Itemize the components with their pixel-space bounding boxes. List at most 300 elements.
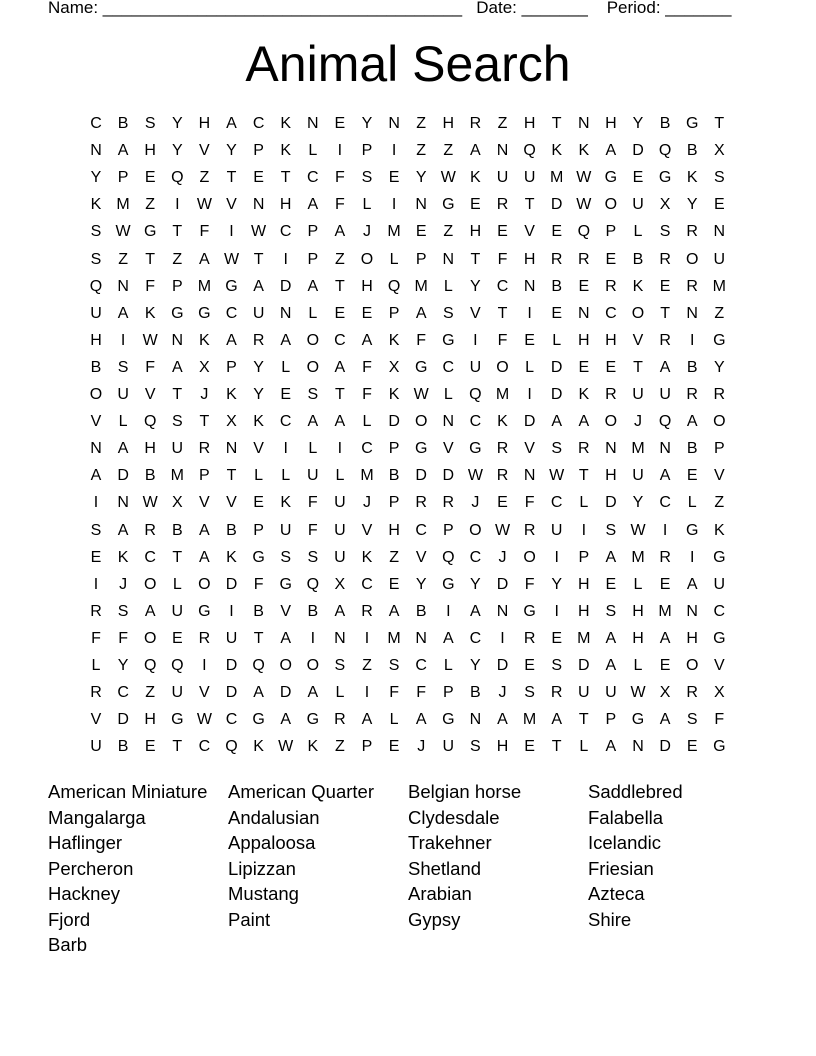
grid-letter: R	[686, 684, 698, 702]
grid-letter: A	[117, 304, 129, 322]
page-title: Animal Search	[245, 36, 571, 92]
grid-letter: B	[415, 602, 427, 620]
grid-letter: S	[388, 657, 400, 674]
grid-letter: E	[578, 277, 590, 295]
grid-letter: W	[115, 223, 131, 241]
grid-letter: E	[470, 196, 481, 214]
grid-letter: C	[713, 602, 726, 620]
grid-letter: P	[388, 304, 400, 322]
grid-letter: Z	[443, 142, 454, 160]
grid-letter: Z	[118, 250, 128, 268]
grid-letter: P	[388, 494, 400, 512]
grid-letter: I	[689, 548, 695, 566]
grid-letter: A	[470, 602, 481, 620]
grid-letter: P	[253, 142, 264, 160]
grid-letter: F	[524, 575, 535, 593]
grid-letter: L	[633, 575, 643, 593]
grid-letter: Z	[714, 304, 725, 322]
grid-letter: L	[443, 277, 453, 295]
grid-letter: H	[144, 711, 156, 729]
grid-letter: A	[199, 548, 210, 566]
grid-row	[83, 111, 733, 138]
grid-letter: B	[171, 521, 183, 539]
grid-letter: N	[632, 738, 644, 756]
grid-letter: R	[198, 629, 211, 647]
period-field-label: Period: _______	[606, 0, 732, 17]
grid-letter: L	[91, 657, 101, 674]
grid-letter: M	[387, 223, 401, 241]
grid-row	[83, 382, 733, 409]
grid-letter: L	[118, 413, 128, 431]
grid-letter: F	[253, 575, 264, 593]
grid-letter: U	[469, 358, 482, 376]
grid-letter: Z	[389, 548, 399, 566]
grid-letter: G	[198, 304, 211, 322]
grid-letter: P	[578, 548, 590, 566]
grid-letter: Y	[171, 115, 183, 132]
grid-letter: A	[442, 629, 454, 647]
grid-letter: S	[551, 657, 563, 674]
grid-letter: T	[551, 115, 562, 132]
grid-letter: Q	[143, 657, 157, 674]
grid-letter: Q	[252, 657, 265, 674]
grid-letter: R	[523, 629, 536, 647]
grid-letter: A	[497, 711, 508, 729]
grid-letter: M	[522, 711, 537, 729]
word-bank-item: Haflinger	[48, 832, 123, 853]
grid-letter: Y	[470, 575, 481, 593]
grid-letter: M	[577, 629, 591, 647]
grid-letter: B	[117, 115, 129, 132]
grid-letter: Z	[172, 250, 183, 268]
grid-letter: Z	[497, 115, 508, 132]
grid-letter: T	[172, 738, 183, 756]
grid-letter: G	[143, 223, 157, 241]
grid-letter: P	[605, 223, 617, 241]
grid-letter: H	[279, 196, 292, 214]
grid-letter: X	[713, 142, 725, 160]
grid-letter: S	[307, 548, 319, 566]
grid-letter: S	[470, 738, 481, 756]
grid-row	[83, 490, 733, 517]
grid-letter: L	[633, 223, 643, 241]
grid-letter: F	[362, 386, 372, 403]
grid-letter: I	[175, 196, 180, 214]
grid-letter: A	[226, 115, 237, 132]
grid-letter: B	[686, 142, 698, 160]
grid-letter: N	[496, 602, 509, 620]
grid-letter: R	[496, 196, 509, 214]
date-field-label: Date: _______	[476, 0, 588, 17]
grid-letter: S	[659, 223, 671, 241]
grid-letter: K	[578, 386, 590, 403]
grid-letter: I	[120, 331, 126, 349]
grid-letter: A	[415, 304, 427, 322]
grid-letter: V	[226, 494, 237, 512]
grid-letter: R	[550, 250, 563, 268]
grid-letter: Q	[658, 413, 672, 431]
grid-letter: K	[361, 548, 373, 566]
grid-letter: W	[467, 467, 483, 485]
grid-letter: N	[90, 440, 102, 458]
word-bank-item: Mangalarga	[48, 806, 146, 828]
grid-row	[83, 599, 733, 626]
grid-letter: D	[415, 467, 427, 485]
grid-letter: T	[335, 386, 345, 403]
grid-letter: L	[389, 711, 399, 729]
grid-letter: P	[713, 440, 725, 458]
grid-letter: A	[578, 413, 590, 431]
grid-letter: T	[226, 467, 237, 485]
grid-letter: J	[471, 494, 480, 512]
grid-letter: K	[117, 548, 129, 566]
grid-letter: D	[632, 142, 644, 160]
grid-letter: D	[578, 657, 590, 674]
word-bank-item: Paint	[228, 908, 271, 930]
grid-letter: G	[414, 358, 428, 376]
grid-letter: Y	[713, 358, 725, 376]
grid-row	[83, 328, 733, 355]
word-bank-item: Hackney	[48, 883, 120, 904]
grid-row	[83, 545, 733, 572]
grid-letter: R	[578, 250, 590, 268]
grid-letter: E	[524, 738, 535, 756]
grid-letter: L	[254, 467, 264, 485]
grid-letter: L	[308, 142, 318, 160]
grid-letter: F	[91, 629, 101, 647]
grid-letter: E	[605, 250, 617, 268]
grid-letter: R	[469, 115, 482, 132]
grid-letter: U	[632, 467, 644, 485]
grid-letter: K	[578, 142, 590, 160]
grid-letter: K	[226, 386, 237, 403]
grid-letter: L	[281, 358, 291, 376]
grid-letter: V	[470, 304, 481, 322]
grid-letter: O	[604, 413, 618, 431]
grid-letter: T	[172, 223, 183, 241]
grid-letter: E	[551, 304, 563, 322]
grid-letter: U	[117, 386, 129, 403]
grid-letter: I	[473, 331, 478, 349]
grid-letter: V	[524, 223, 535, 241]
grid-letter: I	[364, 629, 370, 647]
grid-letter: U	[713, 250, 726, 268]
grid-letter: H	[469, 223, 482, 241]
grid-letter: W	[196, 196, 212, 214]
grid-letter: R	[550, 684, 563, 702]
grid-letter: P	[226, 358, 237, 376]
grid-letter: Z	[416, 142, 427, 160]
grid-letter: F	[497, 250, 508, 268]
grid-letter: P	[253, 521, 264, 539]
grid-letter: A	[470, 142, 481, 160]
grid-letter: K	[551, 142, 563, 160]
grid-letter: M	[116, 196, 130, 214]
grid-letter: I	[689, 331, 695, 349]
grid-letter: O	[143, 629, 157, 647]
grid-letter: T	[280, 169, 291, 187]
grid-letter: E	[659, 277, 671, 295]
grid-letter: T	[497, 304, 508, 322]
grid-letter: I	[229, 602, 234, 620]
grid-letter: A	[551, 413, 563, 431]
grid-letter: Z	[145, 196, 156, 214]
grid-letter: R	[496, 467, 509, 485]
grid-letter: I	[391, 142, 397, 160]
grid-letter: A	[280, 629, 292, 647]
grid-letter: K	[632, 277, 644, 295]
grid-letter: U	[334, 521, 346, 539]
grid-letter: B	[551, 277, 563, 295]
word-bank-item: Shetland	[408, 857, 482, 879]
word-bank-item: Appaloosa	[228, 832, 316, 853]
grid-letter: P	[388, 440, 400, 458]
grid-row	[83, 572, 733, 599]
grid-letter: E	[334, 115, 346, 132]
grid-letter: E	[605, 358, 617, 376]
grid-letter: S	[280, 548, 292, 566]
grid-letter: C	[361, 440, 373, 458]
grid-letter: R	[144, 521, 156, 539]
grid-letter: L	[687, 494, 697, 512]
grid-letter: O	[198, 575, 211, 593]
grid-letter: Y	[415, 169, 427, 187]
grid-letter: T	[199, 413, 210, 431]
grid-letter: A	[117, 142, 129, 160]
grid-letter: N	[442, 250, 455, 268]
grid-letter: H	[605, 115, 617, 132]
grid-letter: V	[199, 684, 210, 702]
grid-letter: G	[713, 331, 726, 349]
grid-letter: O	[496, 358, 509, 376]
grid-letter: A	[686, 413, 698, 431]
header-fields	[48, 0, 731, 19]
grid-letter: G	[523, 602, 536, 620]
grid-letter: E	[632, 169, 644, 187]
grid-letter: N	[713, 223, 726, 241]
grid-letter: O	[604, 196, 618, 214]
grid-letter: A	[659, 358, 671, 376]
grid-letter: C	[605, 304, 617, 322]
grid-letter: U	[171, 440, 184, 458]
grid-letter: S	[144, 115, 156, 132]
grid-letter: T	[172, 548, 183, 566]
grid-letter: U	[252, 304, 265, 322]
grid-row	[83, 247, 733, 274]
grid-letter: I	[581, 521, 587, 539]
grid-letter: A	[307, 413, 319, 431]
grid-letter: E	[578, 358, 590, 376]
word-bank-item: Lipizzan	[228, 857, 296, 879]
grid-letter: O	[306, 657, 320, 674]
grid-letter: E	[253, 494, 264, 512]
grid-letter: G	[631, 711, 645, 729]
grid-letter: F	[118, 629, 128, 647]
grid-letter: F	[416, 331, 427, 349]
grid-letter: A	[280, 331, 292, 349]
grid-letter: W	[630, 521, 646, 539]
grid-letter: Q	[171, 169, 184, 187]
grid-letter: V	[713, 467, 725, 485]
grid-letter: R	[198, 440, 211, 458]
grid-row	[83, 274, 733, 301]
grid-letter: N	[578, 115, 590, 132]
grid-letter: T	[253, 629, 264, 647]
grid-letter: J	[498, 548, 507, 566]
grid-letter: A	[144, 602, 156, 620]
grid-letter: O	[306, 358, 320, 376]
grid-letter: H	[632, 602, 644, 620]
grid-letter: B	[90, 358, 102, 376]
grid-letter: H	[90, 331, 102, 349]
grid-letter: J	[363, 223, 371, 241]
grid-letter: O	[306, 331, 320, 349]
grid-letter: B	[686, 440, 698, 458]
grid-letter: S	[524, 684, 535, 702]
grid-letter: T	[551, 738, 562, 756]
word-bank-item: Percheron	[48, 857, 134, 879]
grid-letter: G	[713, 629, 726, 647]
grid-letter: E	[280, 386, 292, 403]
grid-letter: J	[498, 684, 507, 702]
grid-letter: O	[143, 575, 157, 593]
grid-letter: E	[551, 629, 563, 647]
grid-letter: I	[310, 629, 316, 647]
grid-letter: T	[470, 250, 481, 268]
grid-letter: W	[196, 711, 212, 729]
grid-letter: S	[605, 602, 617, 620]
grid-letter: O	[523, 548, 536, 566]
word-bank-item: Arabian	[408, 883, 472, 904]
grid-letter: S	[90, 223, 102, 241]
grid-letter: M	[495, 386, 510, 403]
grid-letter: I	[662, 521, 668, 539]
grid-letter: S	[713, 169, 725, 187]
grid-letter: R	[523, 521, 536, 539]
grid-letter: K	[144, 304, 156, 322]
grid-letter: R	[686, 277, 698, 295]
grid-letter: C	[415, 657, 427, 674]
grid-letter: C	[307, 169, 319, 187]
grid-letter: Q	[387, 277, 401, 295]
grid-letter: D	[388, 413, 400, 431]
grid-letter: Q	[143, 413, 157, 431]
grid-letter: N	[252, 196, 265, 214]
grid-letter: N	[117, 494, 129, 512]
grid-letter: D	[117, 711, 129, 729]
grid-letter: R	[605, 277, 617, 295]
grid-letter: Q	[171, 657, 184, 674]
grid-letter: H	[578, 602, 590, 620]
grid-letter: P	[415, 250, 427, 268]
grid-letter: Q	[89, 277, 103, 295]
grid-letter: A	[551, 711, 563, 729]
grid-letter: Q	[523, 142, 536, 160]
grid-letter: K	[199, 331, 210, 349]
grid-letter: U	[90, 304, 102, 322]
word-bank-item: Shire	[588, 908, 632, 930]
grid-letter: P	[442, 521, 454, 539]
grid-letter: H	[578, 331, 590, 349]
name-field-label: Name: ______________________________________	[48, 0, 463, 17]
grid-letter: F	[307, 494, 318, 512]
grid-letter: V	[415, 548, 427, 566]
grid-letter: W	[630, 684, 646, 702]
grid-row	[83, 680, 733, 707]
grid-letter: E	[144, 738, 156, 756]
grid-letter: X	[226, 413, 237, 431]
grid-letter: G	[685, 115, 699, 132]
grid-letter: S	[605, 521, 617, 539]
grid-letter: S	[307, 386, 319, 403]
grid-letter: C	[361, 575, 373, 593]
grid-letter: W	[494, 521, 511, 539]
grid-row	[83, 463, 733, 490]
grid-letter: V	[90, 413, 102, 431]
grid-letter: E	[524, 331, 535, 349]
grid-letter: N	[117, 277, 129, 295]
grid-letter: X	[199, 358, 210, 376]
word-bank-item: Gypsy	[408, 908, 461, 930]
word-bank-item: Fjord	[48, 908, 91, 930]
grid-letter: X	[659, 196, 671, 214]
word-bank-item: Barb	[48, 934, 88, 955]
grid-letter: Y	[171, 142, 183, 160]
grid-letter: K	[686, 169, 698, 187]
grid-letter: E	[686, 467, 698, 485]
grid-row	[83, 734, 733, 761]
grid-letter: A	[334, 223, 346, 241]
grid-letter: L	[579, 494, 589, 512]
grid-letter: F	[362, 358, 372, 376]
grid-letter: T	[714, 115, 725, 132]
grid-letter: Q	[306, 575, 320, 593]
grid-letter: N	[415, 629, 427, 647]
grid-letter: F	[335, 196, 345, 214]
grid-letter: U	[334, 494, 346, 512]
grid-letter: A	[280, 711, 292, 729]
grid-letter: Y	[117, 657, 129, 674]
grid-letter: A	[605, 738, 617, 756]
grid-letter: U	[523, 169, 536, 187]
word-bank-item: Saddlebred	[588, 781, 683, 802]
word-bank-item: Andalusian	[228, 806, 320, 828]
grid-letter: G	[171, 711, 184, 729]
grid-letter: C	[225, 304, 238, 322]
grid-letter: K	[253, 738, 264, 756]
grid-letter: G	[279, 575, 292, 593]
grid-letter: Y	[470, 657, 481, 674]
grid-letter: R	[252, 331, 265, 349]
grid-letter: H	[198, 115, 211, 132]
word-bank-item: American Miniature	[48, 781, 208, 802]
grid-letter: G	[442, 331, 455, 349]
grid-letter: D	[442, 467, 455, 485]
grid-letter: A	[307, 277, 319, 295]
grid-letter: D	[550, 358, 563, 376]
grid-letter: U	[90, 738, 102, 756]
grid-letter: I	[527, 304, 532, 322]
grid-letter: R	[578, 440, 590, 458]
grid-letter: X	[171, 494, 183, 512]
grid-letter: E	[388, 738, 400, 756]
grid-letter: E	[90, 548, 102, 566]
grid-letter: K	[280, 142, 292, 160]
grid-letter: O	[279, 657, 292, 674]
grid-letter: S	[90, 521, 102, 539]
grid-letter: C	[442, 358, 455, 376]
grid-letter: Z	[199, 169, 210, 187]
